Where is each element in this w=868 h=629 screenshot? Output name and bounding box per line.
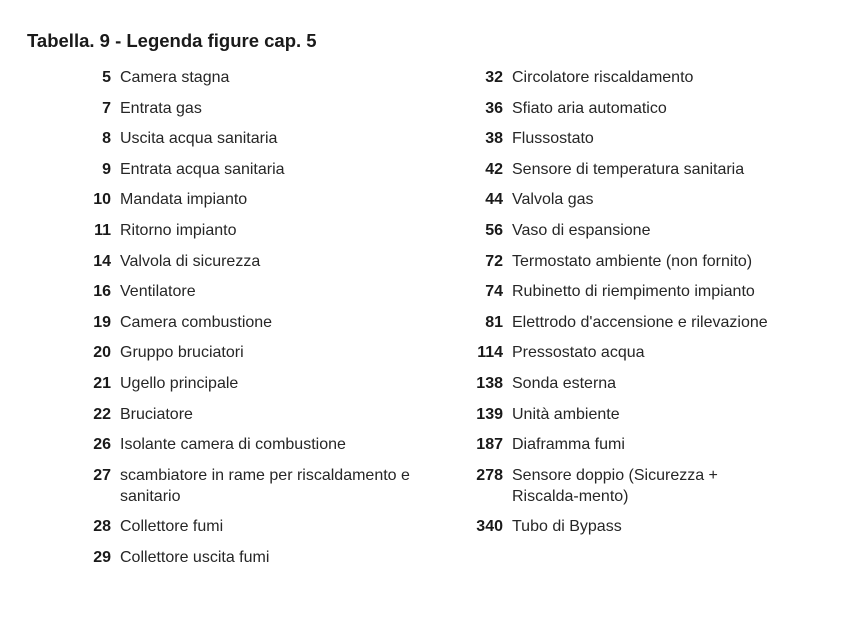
item-description: Diaframma fumi (512, 436, 625, 454)
legend-item (84, 465, 414, 507)
legend-item (84, 251, 414, 272)
item-description: Sonda esterna (512, 374, 617, 392)
legend-item (84, 159, 414, 180)
item-number: 38 (485, 130, 503, 148)
table-title: Tabella. 9 - Legenda figure cap. 5 (27, 30, 317, 51)
legend-item (470, 220, 800, 241)
item-number: 36 (485, 99, 503, 117)
legend-item (470, 312, 800, 333)
item-description: Isolante camera di combustione (120, 436, 346, 454)
item-number: 21 (93, 374, 111, 392)
item-number: 340 (476, 518, 503, 536)
legend-column-left (84, 67, 414, 578)
item-description: Unità ambiente (512, 405, 620, 423)
item-number: 139 (476, 405, 503, 423)
item-description: Sfiato aria automatico (512, 99, 667, 117)
item-number: 19 (93, 313, 111, 331)
item-description: Ugello principale (120, 374, 239, 392)
item-description: Collettore fumi (120, 518, 224, 536)
item-description: Gruppo bruciatori (120, 344, 244, 362)
item-description: Valvola di sicurezza (120, 252, 261, 270)
item-description: Termostato ambiente (non fornito) (512, 252, 753, 270)
legend-item (470, 404, 800, 425)
legend-item (470, 281, 800, 302)
item-description: Pressostato acqua (512, 344, 645, 362)
item-description: Elettrodo d'accensione e rilevazione (512, 313, 768, 331)
item-description: Camera stagna (120, 69, 230, 86)
item-description: Valvola gas (512, 191, 594, 209)
item-description: Sensore di temperatura sanitaria (512, 160, 745, 178)
legend-item (470, 342, 800, 363)
legend-column-right (470, 67, 800, 547)
item-description: scambiatore in rame per riscaldamento e sanitario (120, 466, 410, 505)
legend-item (84, 373, 414, 394)
item-description: Collettore uscita fumi (120, 548, 270, 566)
item-description: Circolatore riscaldamento (512, 69, 694, 86)
item-number: 138 (476, 374, 503, 392)
item-number: 28 (93, 518, 111, 536)
item-number: 44 (485, 191, 503, 209)
item-number: 81 (485, 313, 503, 331)
item-description: Tubo di Bypass (512, 518, 622, 536)
item-number: 9 (102, 160, 111, 178)
legend-item (84, 128, 414, 149)
item-number: 10 (93, 191, 111, 209)
item-number: 7 (102, 99, 111, 117)
legend-item (470, 465, 800, 507)
item-description: Entrata acqua sanitaria (120, 160, 285, 178)
item-description: Flussostato (512, 130, 594, 148)
item-description: Sensore doppio (Sicurezza + Riscalda-mento) (512, 466, 718, 505)
item-number: 26 (93, 436, 111, 454)
legend-item (84, 220, 414, 241)
legend-item (470, 98, 800, 119)
legend-item (470, 128, 800, 149)
legend-item (470, 67, 800, 88)
item-number: 5 (102, 69, 111, 86)
legend-item (470, 434, 800, 455)
legend-item (470, 159, 800, 180)
item-description: Ventilatore (120, 283, 196, 301)
item-number: 29 (93, 548, 111, 566)
legend-item (84, 404, 414, 425)
item-number: 22 (93, 405, 111, 423)
legend-item (84, 516, 414, 537)
item-description: Entrata gas (120, 99, 202, 117)
legend-item (84, 189, 414, 210)
item-description: Uscita acqua sanitaria (120, 130, 278, 148)
legend-item (470, 189, 800, 210)
legend-item (84, 281, 414, 302)
item-number: 42 (485, 160, 503, 178)
legend-item (84, 98, 414, 119)
item-description: Camera combustione (120, 313, 273, 331)
item-number: 114 (477, 344, 503, 362)
item-number: 187 (476, 436, 503, 454)
legend-item (84, 434, 414, 455)
item-number: 56 (485, 221, 503, 239)
legend-item (470, 251, 800, 272)
item-number: 20 (93, 344, 111, 362)
item-number: 278 (476, 466, 503, 484)
legend-item (84, 67, 414, 88)
item-description: Ritorno impianto (120, 221, 237, 239)
legend-item (84, 312, 414, 333)
item-number: 16 (93, 283, 111, 301)
item-number: 32 (485, 69, 503, 86)
item-number: 14 (93, 252, 111, 270)
item-description: Mandata impianto (120, 191, 248, 209)
legend-item (470, 516, 800, 537)
item-number: 8 (102, 130, 111, 148)
legend-item (84, 547, 414, 568)
item-description: Bruciatore (120, 405, 193, 423)
item-number: 72 (485, 252, 503, 270)
item-number: 27 (93, 466, 111, 484)
legend-item (84, 342, 414, 363)
item-number: 11 (94, 221, 111, 239)
legend-item (470, 373, 800, 394)
item-description: Rubinetto di riempimento impianto (512, 283, 755, 301)
item-number: 74 (485, 283, 503, 301)
item-description: Vaso di espansione (512, 221, 651, 239)
